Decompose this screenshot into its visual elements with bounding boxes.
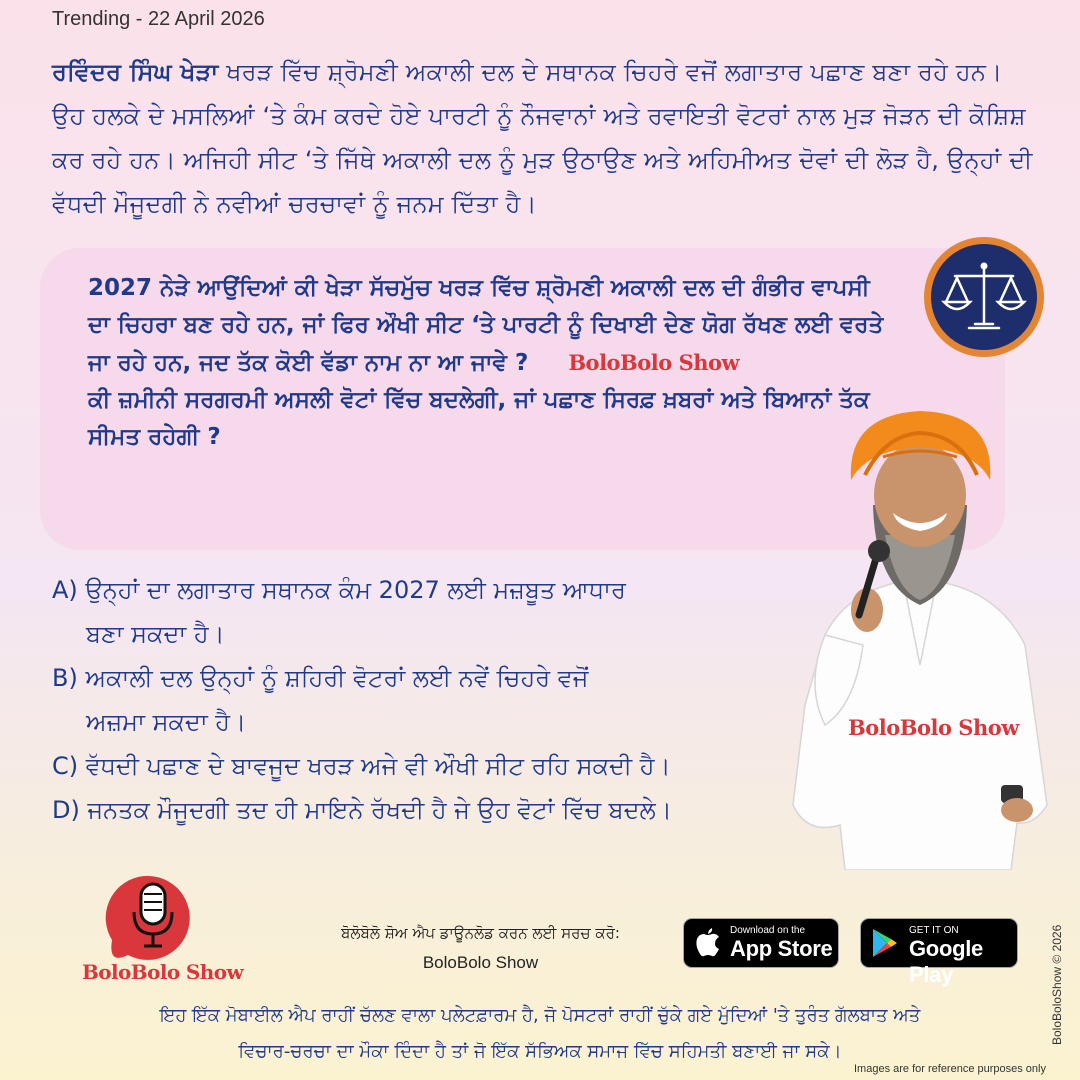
copyright: BoloBoloShow © 2026 [1050,924,1064,1045]
google-play-small: GET IT ON [909,925,959,936]
question-text [88,270,888,456]
option-d: D) ਜਨਤਕ ਮੌਜੂਦਗੀ ਤਦ ਹੀ ਮਾਇਨੇ ਰੱਖਦੀ ਹੈ ਜੇ ਉਹ ਵੋਟਾਂ ਵਿੱਚ ਬਦਲੇ। [52,796,672,824]
logo-text: BoloBolo Show [82,960,244,984]
speaker-photo [785,405,1055,870]
app-store-big: App Store [730,936,833,961]
footer-text [60,998,1020,1070]
question-1: 2027 ਨੇੜੇ ਆਉਂਦਿਆਂ ਕੀ ਖੇੜਾ ਸੱਚਮੁੱਚ ਖਰੜ ਵਿੱਚ ਸ਼੍ਰੋਮਣੀ ਅਕਾਲੀ ਦਲ ਦੀ ਗੰਭੀਰ ਵਾਪਸੀ ਦਾ ਚਿਹਰਾ ਬਣ ਰਹੇ ਹਨ, ਜਾਂ ਫਿਰ ਔਖੀ ਸੀਟ ‘ਤੇ ਪਾਰਟੀ ਨੂੰ ਦਿਖਾਈ ਦੇਣ ਯੋਗ ਰੱਖਣ ਲਈ ਵਰਤੇ ਜਾ ਰਹੇ ਹਨ, ਜਦ ਤੱਕ ਕੋਈ ਵੱਡਾ ਨਾਮ ਨਾ ਆ ਜਾਵੇ ? [88,275,884,376]
promo-brand: BoloBolo Show [422,953,539,972]
google-play-icon [871,928,899,958]
microphone-logo-icon [78,870,248,965]
app-store-small: Download on the [730,925,806,936]
google-play-button[interactable] [860,918,1018,987]
person-watermark: BoloBolo Show [848,715,1019,740]
option-b: B) ਅਕਾਲੀ ਦਲ ਉਨ੍ਹਾਂ ਨੂੰ ਸ਼ਹਿਰੀ ਵੋਟਰਾਂ ਲਈ ਨਵੇਂ ਚਿਹਰੇ ਵਜੋਂ ਅਜ਼ਮਾ ਸਕਦਾ ਹੈ। [52,664,589,736]
question-2: ਕੀ ਜ਼ਮੀਨੀ ਸਰਗਰਮੀ ਅਸਲੀ ਵੋਟਾਂ ਵਿੱਚ ਬਦਲੇਗੀ, ਜਾਂ ਪਛਾਣ ਸਿਰਫ਼ ਖ਼ਬਰਾਂ ਅਤੇ ਬਿਆਨਾਂ ਤੱਕ ਸੀਮਤ ਰਹੇਗੀ ? [88,387,870,450]
app-store-button[interactable] [683,918,839,968]
intro-text: ਖਰੜ ਵਿੱਚ ਸ਼੍ਰੋਮਣੀ ਅਕਾਲੀ ਦਲ ਦੇ ਸਥਾਨਕ ਚਿਹਰੇ ਵਜੋਂ ਲਗਾਤਾਰ ਪਛਾਣ ਬਣਾ ਰਹੇ ਹਨ। ਉਹ ਹਲਕੇ ਦੇ ਮਸਲਿਆਂ ‘ਤੇ ਕੰਮ ਕਰਦੇ ਹੋਏ ਪਾਰਟੀ ਨੂੰ ਨੌਜਵਾਨਾਂ ਅਤੇ ਰਵਾਇਤੀ ਵੋਟਰਾਂ ਨਾਲ ਮੁੜ ਜੋੜਨ ਦੀ ਕੋਸ਼ਿਸ਼ ਕਰ ਰਹੇ ਹਨ। ਅਜਿਹੀ ਸੀਟ ‘ਤੇ ਜਿੱਥੇ ਅਕਾਲੀ ਦਲ ਨੂੰ ਮੁੜ ਉਠਾਉਣ ਅਤੇ ਅਹਿਮੀਅਤ ਦੋਵਾਂ ਦੀ ਲੋੜ ਹੈ, ਉਨ੍ਹਾਂ ਦੀ ਵੱਧਦੀ ਮੌਜੂਦਗੀ ਨੇ ਨਵੀਆਂ ਚਰਚਾਵਾਂ ਨੂੰ ਜਨਮ ਦਿੱਤਾ ਹੈ। [52,58,1033,218]
google-play-big: Google Play [909,936,983,987]
scale-of-justice-icon [931,244,1037,350]
answer-options [52,568,812,832]
disclaimer: Images are for reference purposes only [854,1063,1046,1075]
footer-line-2: ਵਿਚਾਰ-ਚਰਚਾ ਦਾ ਮੌਕਾ ਦਿੰਦਾ ਹੈ ਤਾਂ ਜੋ ਇੱਕ ਸੱਭਿਅਕ ਸਮਾਜ ਵਿੱਚ ਸਹਿਮਤੀ ਬਣਾਈ ਜਾ ਸਕੇ। [238,1041,842,1062]
option-c: C) ਵੱਧਦੀ ਪਛਾਣ ਦੇ ਬਾਵਜੂਦ ਖਰੜ ਅਜੇ ਵੀ ਔਖੀ ਸੀਟ ਰਹਿ ਸਕਦੀ ਹੈ। [52,752,671,780]
intro-paragraph [52,50,1037,226]
option-a: A) ਉਨ੍ਹਾਂ ਦਾ ਲਗਾਤਾਰ ਸਥਾਨਕ ਕੰਮ 2027 ਲਈ ਮਜ਼ਬੂਤ ਆਧਾਰ ਬਣਾ ਸਕਦਾ ਹੈ। [52,576,626,648]
scale-badge [924,237,1044,357]
footer-line-1: ਇਹ ਇੱਕ ਮੋਬਾਈਲ ਐਪ ਰਾਹੀਂ ਚੱਲਣ ਵਾਲਾ ਪਲੇਟਫ਼ਾਰਮ ਹੈ, ਜੋ ਪੋਸਟਰਾਂ ਰਾਹੀਂ ਚੁੱਕੇ ਗਏ ਮੁੱਦਿਆਂ 'ਤੇ ਤੁਰੰਤ ਗੱਲਬਾਤ ਅਤੇ [159,1005,921,1026]
app-promo [298,918,663,978]
promo-line: ਬੋਲੋਬੋਲੋ ਸ਼ੋਅ ਐਪ ਡਾਊਨਲੋਡ ਕਰਨ ਲਈ ਸਰਚ ਕਰੋ: [341,924,620,942]
intro-name: ਰਵਿੰਦਰ ਸਿੰਘ ਖੇੜਾ [52,58,219,86]
apple-icon [696,928,720,958]
trending-date: Trending - 22 April 2026 [52,8,265,30]
question-watermark: BoloBolo Show [568,350,740,375]
